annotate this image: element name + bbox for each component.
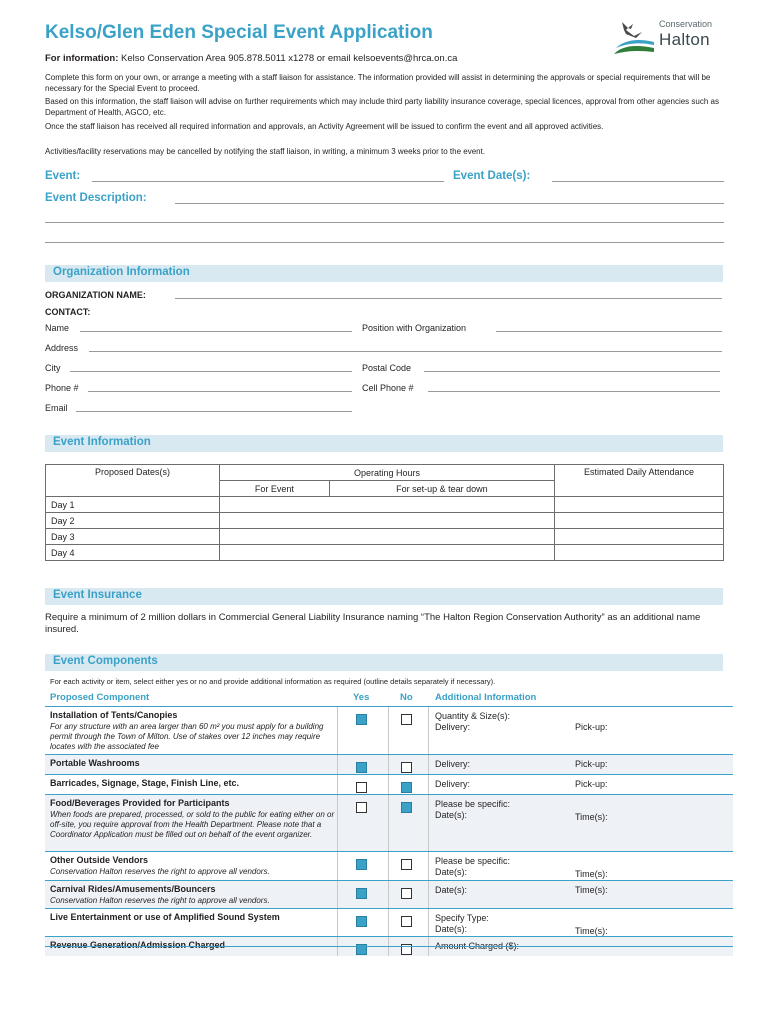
postal-code-input[interactable]: [424, 371, 720, 372]
component-name: Barricades, Signage, Stage, Finish Line, etc.: [50, 778, 240, 788]
list-item: [45, 794, 733, 851]
city-input[interactable]: [70, 371, 352, 372]
table-row: [46, 497, 724, 513]
additional-info-field[interactable]: Pick-up:: [575, 779, 608, 789]
cell-phone-input[interactable]: [428, 391, 720, 392]
list-item: [45, 706, 733, 754]
components-heading: Event Components: [53, 655, 158, 667]
yes-checkbox[interactable]: [356, 859, 367, 870]
organization-name-input[interactable]: [175, 298, 722, 299]
page-title: Kelso/Glen Eden Special Event Application: [45, 22, 433, 43]
additional-info-field[interactable]: Time(s):: [575, 926, 608, 936]
column-divider: [337, 795, 338, 851]
header-for-event: For Event: [220, 481, 330, 497]
col-yes: Yes: [353, 692, 370, 703]
intro-paragraph-2: Based on this information, the staff liaison will advise on further requirements which may include third party liability insurance coverage, special licences, approval from other agencies such as Department of Health, AGCO, etc.: [45, 97, 719, 117]
heron-icon: [612, 18, 656, 58]
organization-section-header: [45, 265, 723, 282]
component-note: For any structure with an area larger than 60 m² you must apply for a building permit through the Town of Milton. Use of stakes over 12 inches may require locates with the associated fee: [50, 722, 324, 751]
column-divider: [428, 909, 429, 936]
day-attendance-cell[interactable]: [555, 513, 724, 529]
day-attendance-cell[interactable]: [555, 529, 724, 545]
address-label: Address: [45, 343, 79, 353]
column-divider: [428, 795, 429, 851]
organization-heading: Organization Information: [53, 266, 190, 278]
day-label: Day 2: [46, 513, 220, 529]
phone-input[interactable]: [88, 391, 352, 392]
additional-info-field[interactable]: Delivery:: [435, 779, 471, 789]
component-name: Food/Beverages Provided for Participants: [50, 798, 230, 808]
conservation-halton-logo: [612, 18, 727, 60]
column-divider: [428, 852, 429, 880]
component-name: Other Outside Vendors: [50, 855, 149, 865]
additional-info-field[interactable]: Please be specific:: [435, 799, 511, 809]
email-input[interactable]: [76, 411, 352, 412]
column-divider: [337, 707, 338, 754]
day-hours-cell[interactable]: [220, 545, 555, 561]
column-divider: [428, 755, 429, 774]
additional-info-field[interactable]: Pick-up:: [575, 759, 608, 769]
intro-paragraph-4: Activities/facility reservations may be cancelled by notifying the staff liaison, in writing, a minimum 3 weeks prior to the event.: [45, 147, 486, 156]
col-proposed-component: Proposed Component: [50, 692, 150, 703]
no-checkbox[interactable]: [401, 888, 412, 899]
event-description-line-3[interactable]: [45, 242, 724, 243]
component-name: Carnival Rides/Amusements/Bouncers: [50, 884, 216, 894]
column-divider: [388, 852, 389, 880]
no-checkbox[interactable]: [401, 859, 412, 870]
components-section-header: [45, 654, 723, 671]
additional-info-field[interactable]: Specify Type:: [435, 913, 489, 923]
cell-phone-label: Cell Phone #: [362, 383, 414, 393]
additional-info-field[interactable]: Date(s):: [435, 885, 468, 895]
event-dates-label: Event Date(s):: [453, 170, 531, 182]
header-attendance: Estimated Daily Attendance: [555, 465, 724, 497]
additional-info-field[interactable]: Pick-up:: [575, 722, 608, 732]
table-row: [46, 513, 724, 529]
info-label: For information:: [45, 53, 119, 64]
list-item: [45, 851, 733, 880]
day-label: Day 4: [46, 545, 220, 561]
additional-info-field[interactable]: Time(s):: [575, 885, 608, 895]
email-label: Email: [45, 403, 68, 413]
city-label: City: [45, 363, 61, 373]
phone-label: Phone #: [45, 383, 79, 393]
additional-info-field[interactable]: Amount Charged ($):: [435, 941, 520, 951]
logo-text-small: Conservation: [659, 19, 713, 29]
component-note: When foods are prepared, processed, or sold to the public for eating either on or off-site, you require approval from the Health Department. Please note that a Coordinator Application must be filled out on behalf of the event organizer.: [50, 810, 335, 839]
additional-info-field[interactable]: Delivery:: [435, 759, 471, 769]
components-note: For each activity or item, select either yes or no and provide additional information as required (outline details separately if necessary).: [50, 677, 496, 686]
col-additional-info: Additional Information: [435, 692, 537, 703]
table-row: [46, 529, 724, 545]
column-divider: [428, 881, 429, 908]
yes-checkbox[interactable]: [356, 888, 367, 899]
component-note: Conservation Halton reserves the right to approve all vendors.: [50, 867, 270, 876]
contact-label: CONTACT:: [45, 307, 91, 317]
event-info-section-header: [45, 435, 723, 452]
day-hours-cell[interactable]: [220, 529, 555, 545]
table-row: [46, 545, 724, 561]
column-divider: [428, 775, 429, 794]
day-attendance-cell[interactable]: [555, 497, 724, 513]
logo-text-big: Halton: [659, 30, 710, 49]
event-description-line-2[interactable]: [45, 222, 724, 223]
column-divider: [428, 707, 429, 754]
intro-paragraph-1: Complete this form on your own, or arrange a meeting with a staff liaison for assistance. The information provided will assist in determining the approvals or special requirements that will be necessary for the Special Event to proceed.: [45, 73, 711, 93]
additional-info-field[interactable]: Please be specific:: [435, 856, 511, 866]
no-checkbox[interactable]: [401, 916, 412, 927]
event-description-input[interactable]: [175, 203, 724, 204]
name-label: Name: [45, 323, 70, 333]
header-proposed-dates: Proposed Dates(s): [46, 465, 220, 497]
event-input[interactable]: [92, 181, 444, 182]
list-item: [45, 774, 733, 794]
no-checkbox[interactable]: [401, 714, 412, 725]
column-divider: [337, 852, 338, 880]
column-divider: [388, 909, 389, 936]
additional-info-field[interactable]: Time(s):: [575, 812, 608, 822]
list-item: [45, 754, 733, 774]
event-label: Event:: [45, 170, 81, 182]
day-hours-cell[interactable]: [220, 497, 555, 513]
column-divider: [388, 795, 389, 851]
column-divider: [388, 707, 389, 754]
yes-checkbox[interactable]: [356, 782, 367, 793]
position-label: Position with Organization: [362, 323, 467, 333]
header-operating-hours: Operating Hours: [220, 465, 555, 481]
yes-checkbox[interactable]: [356, 916, 367, 927]
list-item: [45, 880, 733, 908]
address-input[interactable]: [89, 351, 722, 352]
column-divider: [337, 755, 338, 774]
intro-paragraph-3: Once the staff liaison has received all required information and approvals, an Activity Agreement will be issued to confirm the event and all approved activities.: [45, 122, 604, 131]
additional-info-field[interactable]: Quantity & Size(s):: [435, 711, 511, 721]
components-list-end: [45, 946, 733, 947]
additional-info-field[interactable]: Date(s):: [435, 867, 468, 877]
yes-checkbox[interactable]: [356, 802, 367, 813]
column-divider: [388, 881, 389, 908]
day-hours-cell[interactable]: [220, 513, 555, 529]
list-item: [45, 908, 733, 936]
position-input[interactable]: [496, 331, 722, 332]
column-divider: [337, 881, 338, 908]
yes-checkbox[interactable]: [356, 714, 367, 725]
component-name: Portable Washrooms: [50, 758, 140, 768]
header-for-setup: For set-up & tear down: [329, 481, 554, 497]
event-description-label: Event Description:: [45, 192, 147, 204]
additional-info-field[interactable]: Time(s):: [575, 869, 608, 879]
additional-info-field[interactable]: Date(s):: [435, 810, 468, 820]
components-list: [45, 706, 733, 956]
column-divider: [388, 755, 389, 774]
insurance-section-header: [45, 588, 723, 605]
day-label: Day 3: [46, 529, 220, 545]
insurance-text: Require a minimum of 2 million dollars in Commercial General Liability Insurance naming “The Halton Region Conservation Authority” as an additional name insured.: [45, 612, 701, 635]
column-divider: [337, 909, 338, 936]
organization-name-label: ORGANIZATION NAME:: [45, 290, 146, 300]
col-no: No: [400, 692, 413, 703]
event-info-table: [45, 464, 724, 561]
column-divider: [388, 775, 389, 794]
no-checkbox[interactable]: [401, 762, 412, 773]
additional-info-field[interactable]: Delivery:: [435, 722, 471, 732]
postal-code-label: Postal Code: [362, 363, 412, 373]
day-label: Day 1: [46, 497, 220, 513]
insurance-heading: Event Insurance: [53, 589, 142, 601]
column-divider: [337, 775, 338, 794]
component-note: Conservation Halton reserves the right to approve all vendors.: [50, 896, 270, 905]
name-input[interactable]: [80, 331, 352, 332]
component-name: Live Entertainment or use of Amplified Sound System: [50, 912, 280, 922]
event-info-heading: Event Information: [53, 436, 151, 448]
no-checkbox[interactable]: [401, 782, 412, 793]
additional-info-field[interactable]: Date(s):: [435, 924, 468, 934]
yes-checkbox[interactable]: [356, 762, 367, 773]
event-dates-input[interactable]: [552, 181, 724, 182]
day-attendance-cell[interactable]: [555, 545, 724, 561]
component-name: Revenue Generation/Admission Charged: [50, 940, 226, 950]
no-checkbox[interactable]: [401, 802, 412, 813]
component-name: Installation of Tents/Canopies: [50, 710, 178, 720]
table-header-row: [46, 465, 724, 481]
contact-info: [45, 53, 457, 64]
info-text: Kelso Conservation Area 905.878.5011 x1278 or email kelsoevents@hrca.on.ca: [121, 53, 458, 64]
